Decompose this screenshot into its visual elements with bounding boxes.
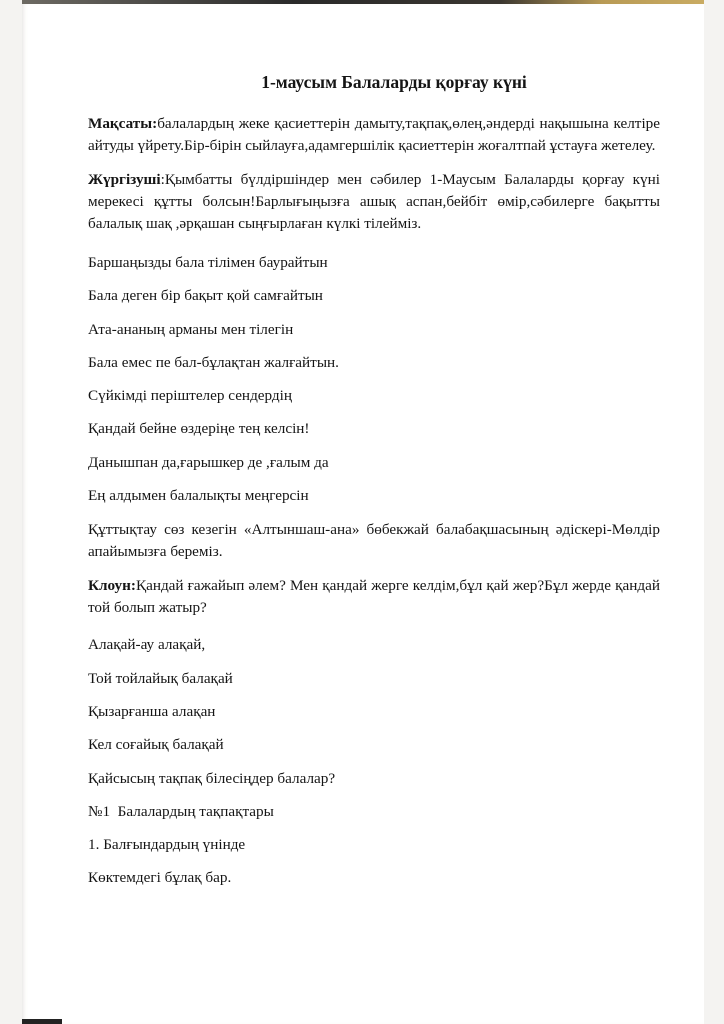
poem-line: Кел соғайық балақай — [88, 736, 224, 754]
section-heading: №1 Балалардың тақпақтары — [88, 802, 274, 820]
greeting-paragraph: Құттықтау сөз кезегін «Алтыншаш-ана» бөбекжай балабақшасының әдіскері-Мөлдір апайымызға береміз. — [88, 521, 660, 561]
scan-corner — [22, 1019, 62, 1024]
poem-line: Той тойлайық балақай — [88, 669, 233, 687]
host-label: Жүргізуші — [88, 171, 161, 188]
clown-paragraph — [88, 575, 660, 619]
poem-2 — [88, 635, 660, 887]
poem-1 — [88, 253, 660, 505]
page-title: 1-маусым Балаларды қорғау күні — [261, 72, 527, 92]
poem-line: Қайсысың тақпақ білесіңдер балалар? — [88, 769, 336, 787]
poem-line: Алақай-ау алақай, — [88, 636, 206, 654]
poem-line: Бала деген бір бақыт қой самғайтын — [88, 287, 323, 305]
clown-label: Клоун: — [88, 577, 136, 595]
host-text: :Қымбатты бүлдіршіндер мен сәбилер 1-Маусым Балаларды қорғау күні мерекесі құтты болсын!Барлығыңызға ашық аспан,бейбіт өмір,сәбилерге бақытты балалық шақ ,әрқашан сыңғырлаған күлкі тілейміз. — [88, 171, 660, 232]
goal-text: балалардың жеке қасиеттерін дамыту,тақпақ,өлең,әндерді нақышына келтіре айтуды үйрету.Бір-бірін сыйлауға,адамгершілік қасиеттерін жоғалтпай ұстауға жетелеу. — [88, 115, 660, 154]
clown-text: Қандай ғажайып әлем? Мен қандай жерге келдім,бұл қай жер?Бұл жерде қандай той болып жатыр? — [88, 577, 660, 617]
goal-paragraph — [88, 113, 660, 157]
poem-line: Баршаңызды бала тілімен баурайтын — [88, 254, 328, 271]
poem-line: Көктемдегі бұлақ бар. — [88, 869, 232, 887]
poem-line: Сүйкімді періштелер сендердің — [88, 387, 293, 405]
poem-line: Бала емес пе бал-бұлақтан жалғайтын. — [88, 353, 339, 371]
host-paragraph — [88, 169, 660, 235]
poem-line: 1. Балғындардың үнінде — [88, 836, 246, 854]
goal-label: Мақсаты: — [88, 115, 158, 132]
poem-line: Ата-ананың арманы мен тілегін — [88, 320, 294, 338]
poem-line: Қызарғанша алақан — [88, 702, 216, 720]
document-body — [88, 72, 660, 902]
poem-line: Данышпан да,ғарышкер де ,ғалым да — [88, 453, 329, 471]
poem-line: Қандай бейне өздеріңе тең келсін! — [88, 420, 310, 438]
poem-line: Ең алдымен балалықты меңгерсін — [88, 487, 309, 505]
